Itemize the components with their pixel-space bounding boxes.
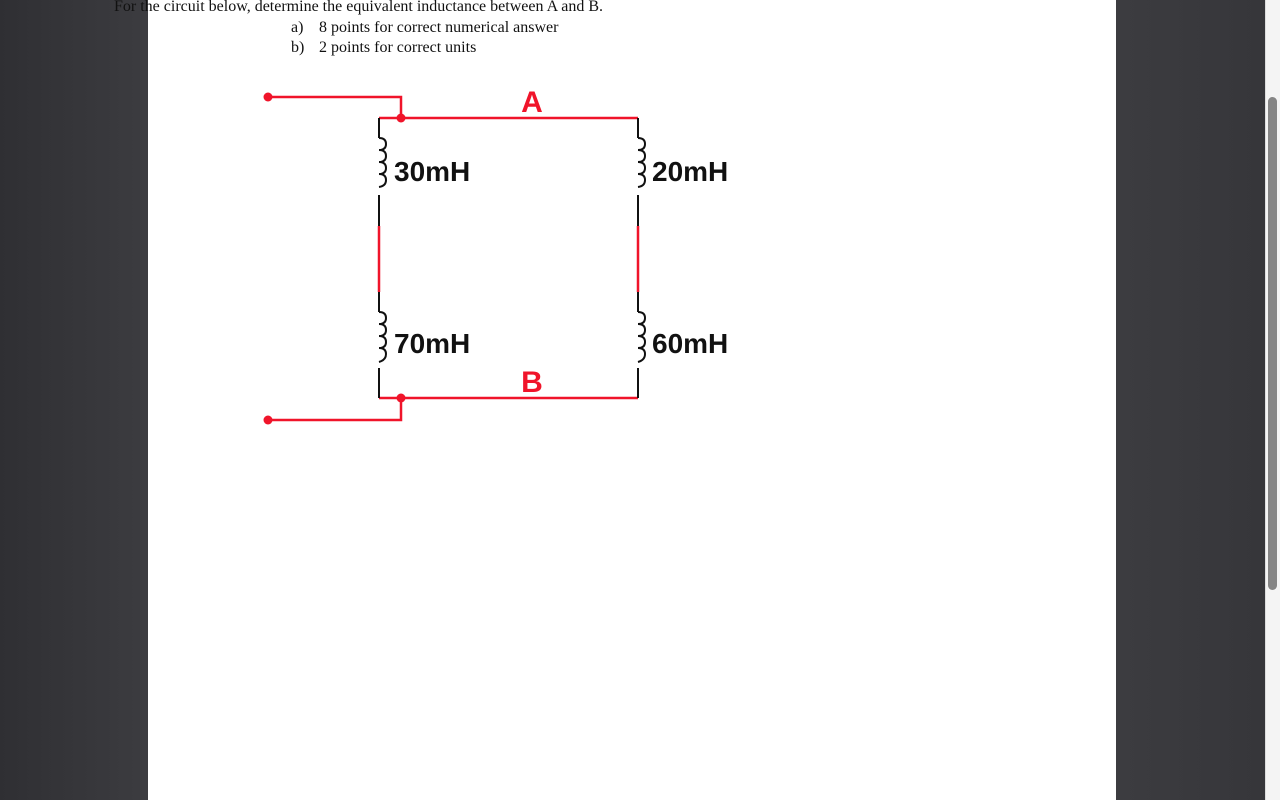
junction-dots [264,93,406,425]
question-text: For the circuit below, determine the equivalent inductance between A and B. [114,0,604,15]
terminal-dot-top [264,93,273,102]
inductor-coil-icon [379,138,386,187]
inductor-label-20mh: 20mH [652,156,729,187]
part-b-label: b) [291,39,305,56]
node-label-b: B [521,366,543,399]
part-b-text: 2 points for correct units [319,39,477,56]
terminal-dot-bottom [264,416,273,425]
terminal-wire-bottom [268,398,401,420]
inductor-coil-icon [379,312,386,362]
part-a-label: a) [291,19,304,36]
terminal-wire-top [268,97,401,118]
junction-dot-a [397,114,406,123]
part-a-text: 8 points for correct numerical answer [319,19,559,36]
inductor-coil-icon [638,312,645,362]
inductor-label-30mh: 30mH [394,156,471,187]
inductor-label-60mh: 60mH [652,328,729,359]
junction-dot-b [397,394,406,403]
scrollbar-thumb[interactable] [1268,97,1277,590]
node-label-a: A [521,86,543,119]
inductor-label-70mh: 70mH [394,328,471,359]
inductor-coil-icon [638,138,645,187]
red-wires [268,97,638,420]
